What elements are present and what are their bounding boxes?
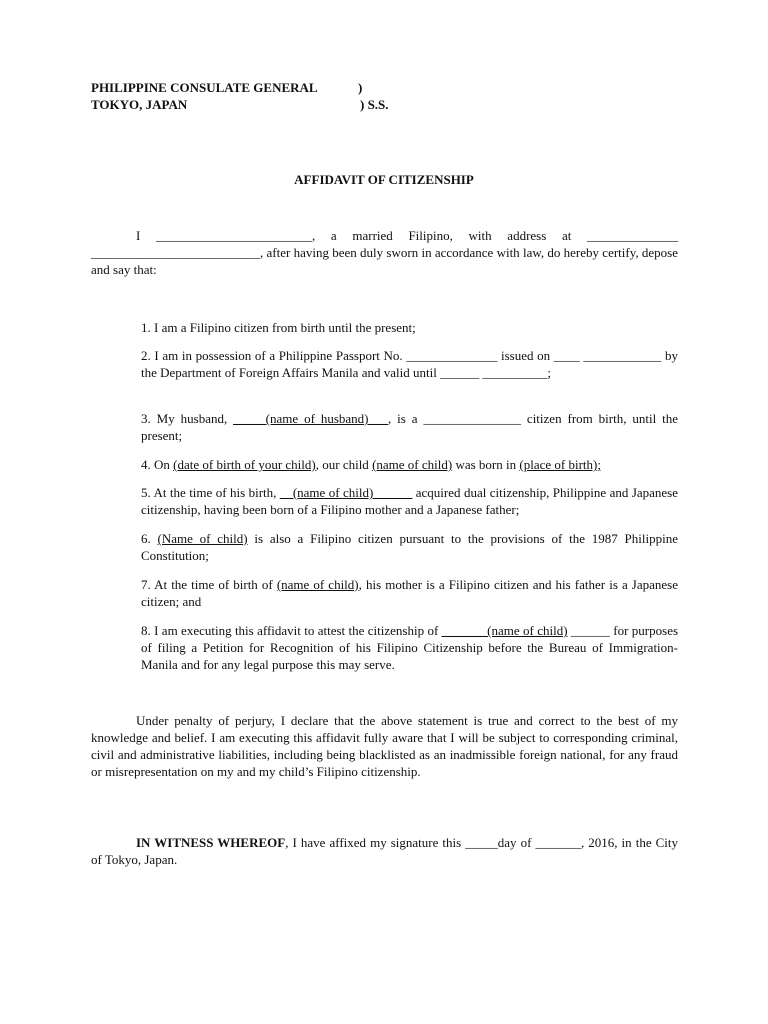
child-name-placeholder-8: _______(name of child) [441, 623, 568, 638]
intro-text-2: , after having been duly sworn in accordance with law, do hereby certify, depose and say that: [91, 245, 678, 277]
item-8 [141, 622, 678, 673]
husband-citizenship-blank: _______________ [423, 411, 521, 426]
item-4-text-d: ; [597, 457, 601, 472]
husband-name-placeholder: _____(name of husband)___ [233, 411, 388, 426]
header-ss: ) S.S. [360, 97, 389, 112]
address-blank-1: ______________ [587, 228, 679, 243]
item-2-text-d: ; [547, 365, 551, 380]
item-4-text-a: 4. On [141, 457, 170, 472]
item-1-text: 1. I am a Filipino citizen from birth until the present; [141, 320, 416, 335]
item-2-text-a: 2. I am in possession of a Philippine Passport No. [141, 348, 403, 363]
item-3-text-a: 3. My husband, [141, 411, 228, 426]
item-8-text-b: for purposes of filing a Petition for Recognition of his Filipino Citizenship before the Bureau of Immigration-Manila and for any legal purpose this may serve. [141, 623, 679, 672]
item-2 [141, 347, 678, 381]
item-7-text-b: , his mother is a Filipino citizen and his father is a Japanese citizen; and [141, 577, 679, 609]
item-1 [141, 319, 678, 336]
item-6 [141, 530, 678, 564]
name-blank: ________________________ [156, 228, 313, 243]
signature-day-blank: _____ [465, 835, 498, 850]
witness-text-c: , [580, 835, 585, 850]
item-2-text-c: by the Department of Foreign Affairs Manila and valid until [141, 348, 679, 380]
witness-text-d: , in the City of Tokyo, Japan. [91, 835, 679, 867]
child-name-placeholder-5: __(name of child)______ [279, 485, 413, 500]
passport-number-blank: ______________ [406, 348, 498, 363]
child-name-placeholder-6: (Name of child) [157, 531, 248, 546]
witness-paragraph [91, 834, 678, 868]
item-7 [141, 576, 678, 610]
child-name-placeholder-7: (name of child) [276, 577, 359, 592]
item-7-text-a: 7. At the time of birth of [141, 577, 273, 592]
item-4-text-c: was born in [455, 457, 517, 472]
address-blank-2: __________________________ [91, 245, 260, 260]
penalty-paragraph [91, 712, 678, 780]
header-bracket-1: ) [358, 80, 363, 95]
child-dob-placeholder: (date of birth of your child) [173, 457, 316, 472]
consulate-name: PHILIPPINE CONSULATE GENERAL [91, 80, 318, 95]
intro-i: I [136, 228, 141, 243]
issue-date-blank: ____ ____________ [553, 348, 662, 363]
header-line1 [91, 79, 318, 96]
signature-year: 2016 [588, 835, 615, 850]
item-8-blank: ______ [570, 623, 610, 638]
item-5-text-a: 5. At the time of his birth, [141, 485, 277, 500]
item-5 [141, 484, 678, 518]
item-3-text-b: , is a [388, 411, 418, 426]
document-title: AFFIDAVIT OF CITIZENSHIP [294, 172, 474, 187]
item-6-text-b: is also a Filipino citizen pursuant to the provisions of the 1987 Philippine Constitution; [141, 531, 678, 563]
child-name-placeholder: (name of child) [372, 457, 453, 472]
item-2-text-b: issued on [500, 348, 551, 363]
penalty-text: Under penalty of perjury, I declare that the above statement is true and correct to the best of my knowledge and belief. I am executing this affidavit fully aware that I will be subject to corresponding criminal, civil and administrative liabilities, including being blacklisted as an inadmissible foreign national, for any fraud or misrepresentation on my and my child’s Filipino citizenship. [91, 713, 678, 779]
witness-heading: IN WITNESS WHEREOF [136, 835, 286, 850]
witness-text-b: day of [497, 835, 532, 850]
item-4-text-b: , our child [315, 457, 369, 472]
intro-text-1: , a married Filipino, with address at [312, 228, 572, 243]
item-5-text-b: acquired dual citizenship, Philippine and Japanese citizenship, having been born of a Filipino mother and a Japanese father; [141, 485, 679, 517]
witness-text-a: , I have affixed my signature this [285, 835, 462, 850]
intro-paragraph [91, 227, 678, 278]
item-3-text-c: citizen from birth, until the present; [141, 411, 679, 443]
signature-month-blank: _______ [535, 835, 581, 850]
item-4 [141, 456, 678, 473]
item-8-text-a: 8. I am executing this affidavit to attest the citizenship of [141, 623, 439, 638]
item-6-text-a: 6. [141, 531, 151, 546]
item-3 [141, 410, 678, 444]
birth-place-placeholder: (place of birth) [519, 457, 598, 472]
valid-until-blank: ______ __________ [440, 365, 548, 380]
header-location: TOKYO, JAPAN [91, 97, 188, 112]
